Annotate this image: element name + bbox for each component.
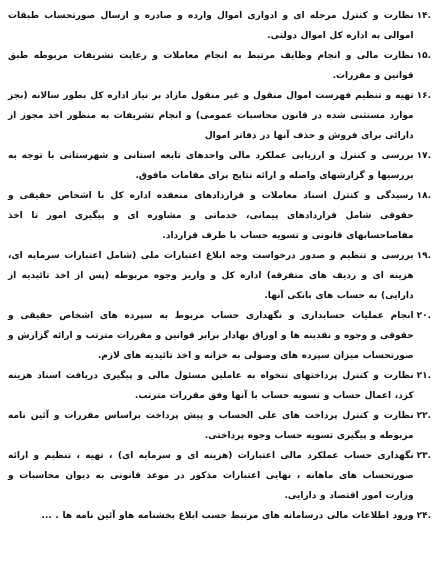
list-item (8, 6, 431, 46)
list-item (8, 46, 431, 86)
item-number: ۲۲. (416, 411, 431, 421)
item-number: ۲۱. (416, 371, 431, 381)
list-item (8, 86, 431, 146)
list-item (8, 446, 431, 506)
item-number: ۲۰. (416, 311, 431, 321)
item-text: نظارت و کنترل پرداختهای تنخواه به عاملین مسئول مالی و پیگیری دریافت اسناد هزینه کرد، اعمال حساب و تسویه حساب با آنها وفق مقررات مترتب. (8, 371, 414, 401)
item-text: نظارت و کنترل مرحله ای و ادواری اموال وارده و صادره و ارسال صورتحساب طبقات اموالی به اداره کل اموال دولتی. (8, 11, 414, 41)
list-item (8, 146, 431, 186)
list-item (8, 246, 431, 306)
item-text: بررسی و کنترل و ارزیابی عملکرد مالی واحدهای تابعه استانی و شهرستانی با توجه به بررسیها و گزارشهای واصله و ارائه نتایج برای مقامات مافوق. (8, 151, 414, 181)
item-text: ورود اطلاعات مالی درسامانه های مرتبط حسب ابلاغ بخشنامه هاو آئین نامه ها . ... (41, 511, 414, 521)
item-number: ۱۶. (416, 91, 431, 101)
item-number: ۲۳. (416, 451, 431, 461)
item-number: ۱۷. (416, 151, 431, 161)
item-text: تهیه و تنظیم فهرست اموال منقول و غیر منقول مازاد بر نیاز اداره کل بطور سالانه (بجز موارد مستثنی شده در قانون محاسبات عمومی) و انجام تشریفات به منظور اخذ مجوز از دارائی برای فروش و حذف آنها در دفاتر اموال (8, 91, 414, 141)
item-text: نگهداری حساب عملکرد مالی اعتبارات (هزینه ای و سرمایه ای) ، تهیه ، تنظیم و ارائه صورتحساب های ماهانه ، نهایی اعتبارات مذکور در موعد قانونی به دیوان محاسبات و وزارت امور اقتصاد و دارایی. (8, 451, 414, 501)
item-number: ۱۹. (416, 251, 431, 261)
item-text: بررسی و تنظیم و صدور درخواست وجه ابلاغ اعتبارات ملی (شامل اعتبارات سرمایه ای، هزینه ای و ردیف های متفرقه) اداره کل و واریز وجوه مربوطه (پس از اخذ تائیدیه از دارایی) به حساب های بانکی آنها. (8, 251, 414, 301)
item-text: رسیدگی و کنترل اسناد معاملات و قراردادهای منعقده اداره کل با اشخاص حقیقی و حقوقی شامل قراردادهای پیمانی، خدماتی و مشاوره ای و پیگیری امور تا اخذ مفاصاحسابهای قانونی و تسویه حساب با طرف قرارداد. (8, 191, 414, 241)
item-text: نظارت مالی و انجام وظایف مرتبط به انجام معاملات و رعایت تشریفات مربوطه طبق قوانین و مقررات. (8, 51, 414, 81)
item-number: ۱۴. (416, 11, 431, 21)
item-text: انجام عملیات حسابداری و نگهداری حساب مربوط به سپرده های اشخاص حقیقی و حقوقی و وجوه و نقدینه ها و اوراق بهادار برابر قوانین و مقررات مترتب و ارائه گزارش و صورتحساب میزان سپرده های وصولی به خزانه و اخذ تائیدیه های لازم. (8, 311, 414, 361)
list-item (8, 506, 431, 526)
list-item (8, 406, 431, 446)
list-item (8, 186, 431, 246)
item-text: نظارت و کنترل پرداخت های علی الحساب و پیش پرداخت براساس مقررات و آئین نامه مربوطه و پیگیری تسویه حساب وجوه پرداختی. (8, 411, 414, 441)
list-item (8, 306, 431, 366)
item-number: ۲۴. (416, 511, 431, 521)
list-item (8, 366, 431, 406)
item-number: ۱۵. (416, 51, 431, 61)
item-number: ۱۸. (416, 191, 431, 201)
